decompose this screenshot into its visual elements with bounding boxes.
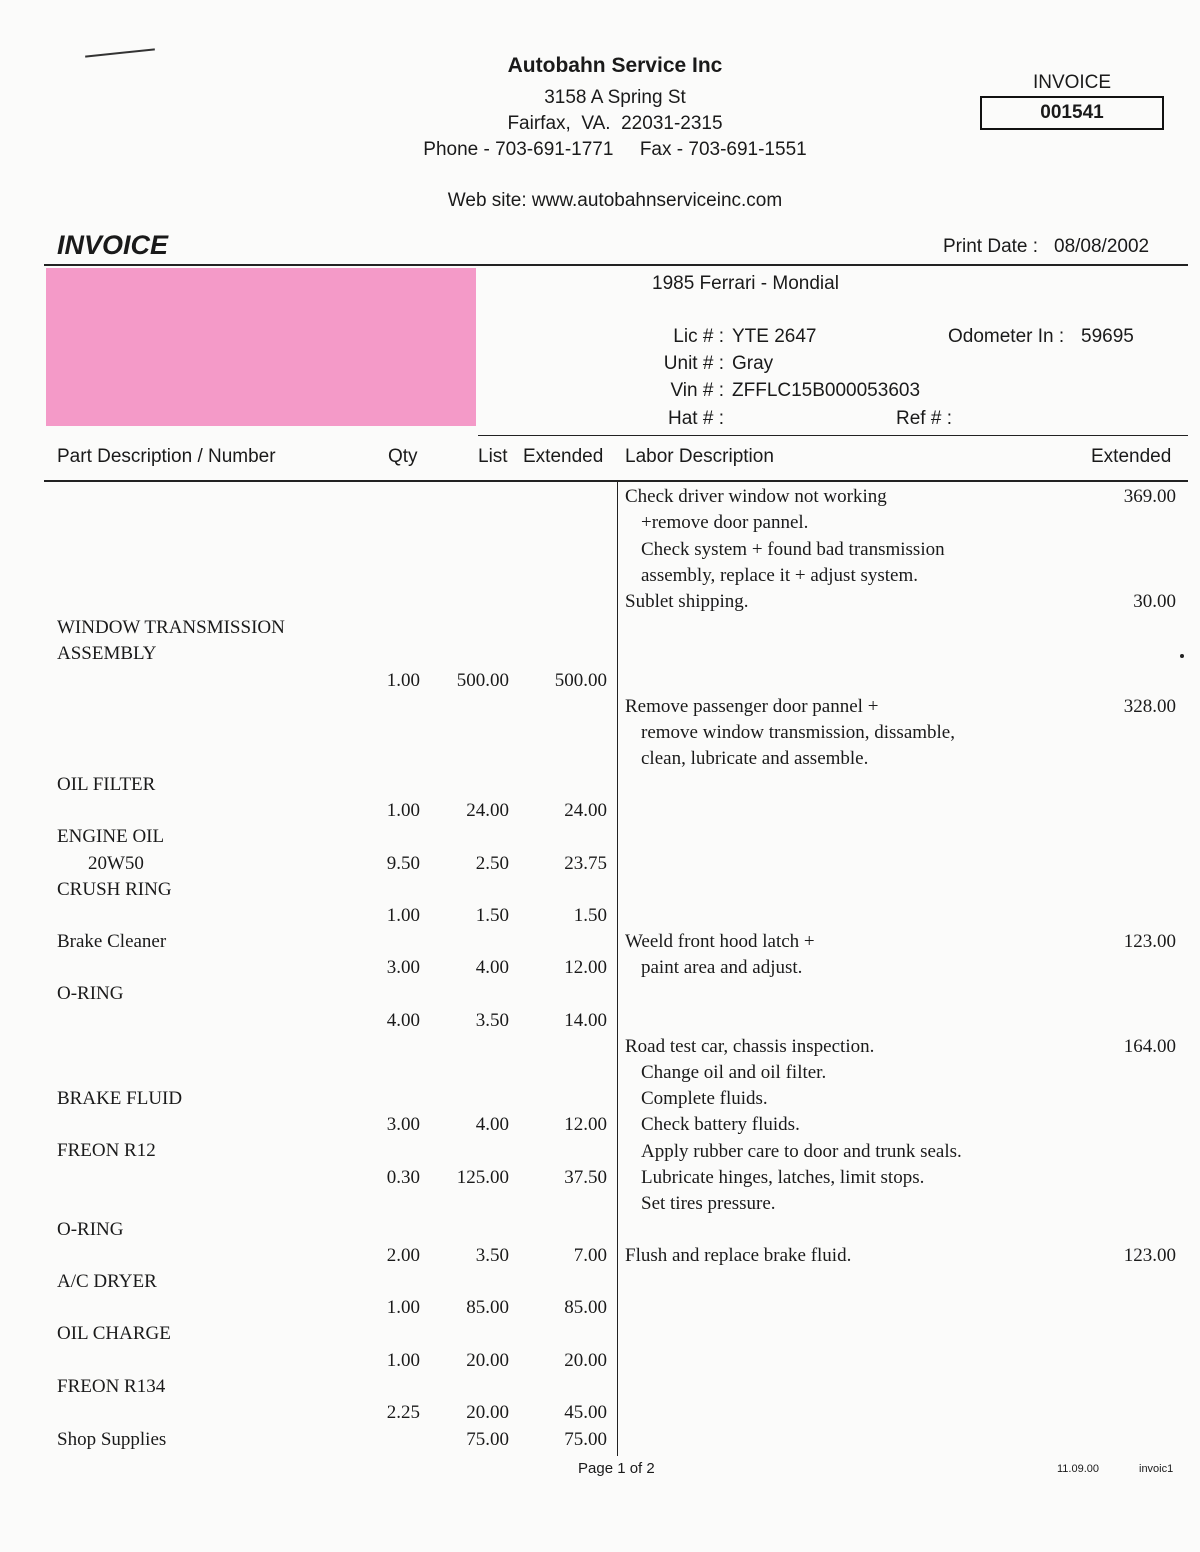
labor-line: Flush and replace brake fluid. xyxy=(625,1245,852,1266)
labor-amount: 369.00 xyxy=(1123,486,1176,507)
page-number: Page 1 of 2 xyxy=(578,1460,655,1477)
col-qty: Qty xyxy=(388,446,418,467)
col-labor-extended: Extended xyxy=(1091,446,1172,467)
labor-amount: 123.00 xyxy=(1123,1245,1176,1266)
invoice-title: INVOICE xyxy=(57,230,169,260)
part-list: 4.00 xyxy=(475,957,509,978)
vehicle-description: 1985 Ferrari - Mondial xyxy=(652,273,839,294)
labor-line: Change oil and oil filter. xyxy=(641,1062,827,1083)
column-divider xyxy=(617,482,618,1456)
part-qty: 1.00 xyxy=(386,1297,420,1318)
part-qty: 1.00 xyxy=(386,800,420,821)
part-extended: 85.00 xyxy=(564,1297,607,1318)
unit-label: Unit # : xyxy=(663,353,724,374)
labor-amount: 123.00 xyxy=(1123,931,1176,952)
labor-line: remove window transmission, dissamble, xyxy=(641,722,955,743)
labor-line: Sublet shipping. xyxy=(625,591,749,612)
part-list: 3.50 xyxy=(475,1245,509,1266)
part-qty: 4.00 xyxy=(386,1010,420,1031)
part-extended: 24.00 xyxy=(564,800,607,821)
part-qty: 3.00 xyxy=(386,957,420,978)
form-id: invoic1 xyxy=(1139,1463,1174,1475)
part-description: BRAKE FLUID xyxy=(57,1088,183,1109)
print-date-label: Print Date : xyxy=(943,236,1039,257)
ref-label: Ref # : xyxy=(896,408,952,429)
part-qty: 9.50 xyxy=(386,853,420,874)
part-extended: 12.00 xyxy=(564,1114,607,1135)
part-description: WINDOW TRANSMISSION xyxy=(57,617,285,638)
labor-line: Remove passenger door pannel + xyxy=(625,696,879,717)
vin-value: ZFFLC15B000053603 xyxy=(732,380,921,401)
labor-line: clean, lubricate and assemble. xyxy=(641,748,869,769)
part-extended: 20.00 xyxy=(564,1350,607,1371)
part-extended: 23.75 xyxy=(564,853,607,874)
labor-line: paint area and adjust. xyxy=(641,957,803,978)
part-extended: 7.00 xyxy=(573,1245,607,1266)
column-header-bottom-rule xyxy=(44,480,1188,482)
part-qty: 2.00 xyxy=(386,1245,420,1266)
part-qty: 1.00 xyxy=(386,905,420,926)
part-list: 500.00 xyxy=(456,670,509,691)
part-list: 3.50 xyxy=(475,1010,509,1031)
part-qty: 0.30 xyxy=(386,1167,420,1188)
col-extended: Extended xyxy=(523,446,604,467)
odometer-value: 59695 xyxy=(1081,326,1134,347)
part-list: 75.00 xyxy=(466,1429,509,1450)
part-description: OIL CHARGE xyxy=(57,1323,171,1344)
part-list: 1.50 xyxy=(475,905,509,926)
labor-amount: 30.00 xyxy=(1133,591,1176,612)
part-description: FREON R134 xyxy=(57,1376,166,1397)
labor-line: Set tires pressure. xyxy=(641,1193,776,1214)
part-extended: 500.00 xyxy=(554,670,607,691)
part-extended: 12.00 xyxy=(564,957,607,978)
labor-line: Check system + found bad transmission xyxy=(641,539,945,560)
part-list: 20.00 xyxy=(466,1350,509,1371)
part-description: ENGINE OIL xyxy=(57,826,165,847)
stray-mark xyxy=(1180,654,1184,658)
company-city: Fairfax, VA. 22031-2315 xyxy=(507,113,723,134)
invoice-number-box: 001541 xyxy=(980,96,1164,130)
part-description: A/C DRYER xyxy=(57,1271,157,1292)
part-list: 20.00 xyxy=(466,1402,509,1423)
company-website: Web site: www.autobahnserviceinc.com xyxy=(447,190,783,211)
company-street: 3158 A Spring St xyxy=(544,87,686,108)
part-description: FREON R12 xyxy=(57,1140,156,1161)
company-phone-fax: Phone - 703-691-1771 Fax - 703-691-1551 xyxy=(423,139,807,160)
part-qty: 1.00 xyxy=(386,670,420,691)
part-description-line2: ASSEMBLY xyxy=(57,643,157,664)
part-extended: 14.00 xyxy=(564,1010,607,1031)
part-description: Shop Supplies xyxy=(57,1429,167,1450)
part-extended: 75.00 xyxy=(564,1429,607,1450)
labor-line: Check battery fluids. xyxy=(641,1114,800,1135)
lic-value: YTE 2647 xyxy=(732,326,817,347)
part-qty: 1.00 xyxy=(386,1350,420,1371)
header-rule xyxy=(44,264,1188,266)
col-list: List xyxy=(478,446,508,467)
labor-line: Road test car, chassis inspection. xyxy=(625,1036,875,1057)
company-name: Autobahn Service Inc xyxy=(507,54,723,77)
labor-line: assembly, replace it + adjust system. xyxy=(641,565,919,586)
part-qty: 2.25 xyxy=(386,1402,420,1423)
redaction-highlight xyxy=(46,268,476,426)
part-extended: 37.50 xyxy=(564,1167,607,1188)
part-description: O-RING xyxy=(57,1219,124,1240)
col-part-description: Part Description / Number xyxy=(57,446,276,467)
part-extended: 45.00 xyxy=(564,1402,607,1423)
labor-line: Apply rubber care to door and trunk seals. xyxy=(641,1141,962,1162)
labor-amount: 328.00 xyxy=(1123,696,1176,717)
part-list: 4.00 xyxy=(475,1114,509,1135)
part-description: CRUSH RING xyxy=(57,879,172,900)
part-list: 24.00 xyxy=(466,800,509,821)
part-list: 2.50 xyxy=(475,853,509,874)
column-header-top-rule xyxy=(478,435,1188,436)
vin-label: Vin # : xyxy=(670,380,724,401)
hat-label: Hat # : xyxy=(668,408,724,429)
part-extended: 1.50 xyxy=(573,905,607,926)
labor-line: +remove door pannel. xyxy=(641,512,809,533)
labor-line: Weeld front hood latch + xyxy=(625,931,815,952)
unit-value: Gray xyxy=(732,353,774,374)
odometer-label: Odometer In : xyxy=(948,326,1065,347)
invoice-label: INVOICE xyxy=(1032,72,1112,93)
part-description-line2: 20W50 xyxy=(88,853,144,874)
labor-amount: 164.00 xyxy=(1123,1036,1176,1057)
labor-line: Lubricate hinges, latches, limit stops. xyxy=(641,1167,925,1188)
labor-line: Check driver window not working xyxy=(625,486,887,507)
form-version: 11.09.00 xyxy=(1057,1463,1100,1475)
part-list: 125.00 xyxy=(456,1167,509,1188)
part-list: 85.00 xyxy=(466,1297,509,1318)
part-qty: 3.00 xyxy=(386,1114,420,1135)
labor-line: Complete fluids. xyxy=(641,1088,768,1109)
print-date: 08/08/2002 xyxy=(1054,236,1150,257)
col-labor-description: Labor Description xyxy=(625,446,774,467)
part-description: Brake Cleaner xyxy=(57,931,167,952)
part-description: O-RING xyxy=(57,983,124,1004)
part-description: OIL FILTER xyxy=(57,774,156,795)
lic-label: Lic # : xyxy=(673,326,724,347)
